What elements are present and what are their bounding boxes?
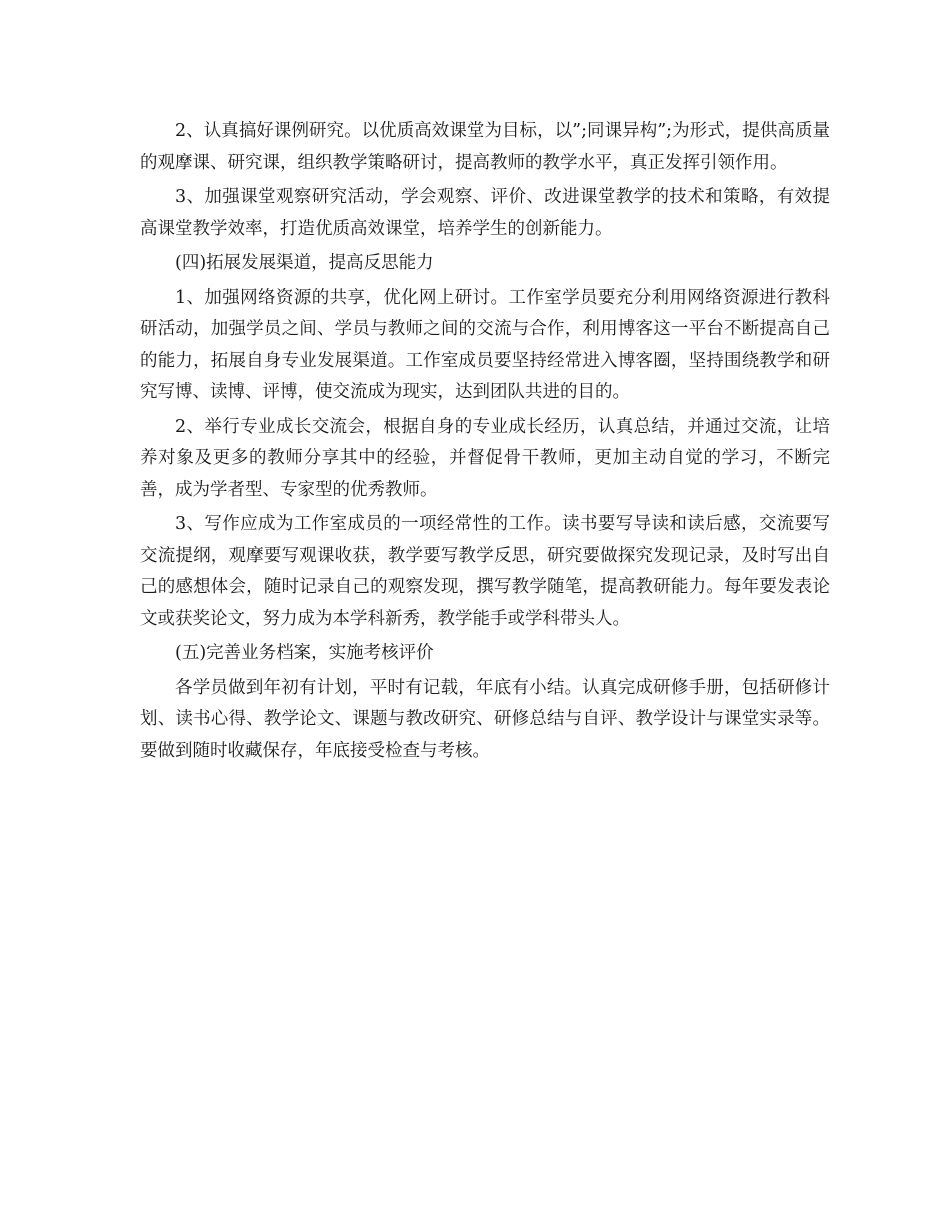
paragraph-classroom-observation: 3、加强课堂观察研究活动，学会观察、评价、改进课堂教学的技术和策略，有效提高课堂教学效率，打造优质高效课堂，培养学生的创新能力。 [140, 187, 830, 239]
section-heading-5: (五)完善业务档案，实施考核评价 [175, 643, 434, 663]
paragraph-records: 各学员做到年初有计划，平时有记载，年底有小结。认真完成研修手册，包括研修计划、读书心得、教学论文、课题与教改研究、研修总结与自评、教学设计与课堂实录等。要做到随时收藏保存，年底接受检查与考核。 [140, 677, 830, 761]
paragraph-growth-exchange: 2、举行专业成长交流会，根据自身的专业成长经历，认真总结，并通过交流，让培养对象及更多的教师分享其中的经验，并督促骨干教师，更加主动自觉的学习，不断完善，成为学者型、专家型的优秀教师。 [140, 416, 830, 500]
paragraph-writing: 3、写作应成为工作室成员的一项经常性的工作。读书要写导读和读后感，交流要写交流提纲，观摩要写观课收获，教学要写教学反思，研究要做探究发现记录，及时写出自己的感想体会，随时记录自己的观察发现，撰写教学随笔，提高教研能力。每年要发表论文或获奖论文，努力成为本学科新秀，教学能手或学科带头人。 [140, 514, 830, 629]
paragraph-case-study: 2、认真搞好课例研究。以优质高效课堂为目标，以”;同课异构”;为形式，提供高质量的观摩课、研究课，组织教学策略研讨，提高教师的教学水平，真正发挥引领作用。 [140, 121, 830, 173]
section-heading-4: (四)拓展发展渠道，提高反思能力 [175, 253, 434, 273]
document-body [140, 116, 830, 770]
paragraph-network-resources: 1、加强网络资源的共享，优化网上研讨。工作室学员要充分利用网络资源进行教科研活动，加强学员之间、学员与教师之间的交流与合作，利用博客这一平台不断提高自己的能力，拓展自身专业发展渠道。工作室成员要坚持经常进入博客圈，坚持围绕教学和研究写博、读博、评博，使交流成为现实，达到团队共进的目的。 [140, 287, 830, 402]
